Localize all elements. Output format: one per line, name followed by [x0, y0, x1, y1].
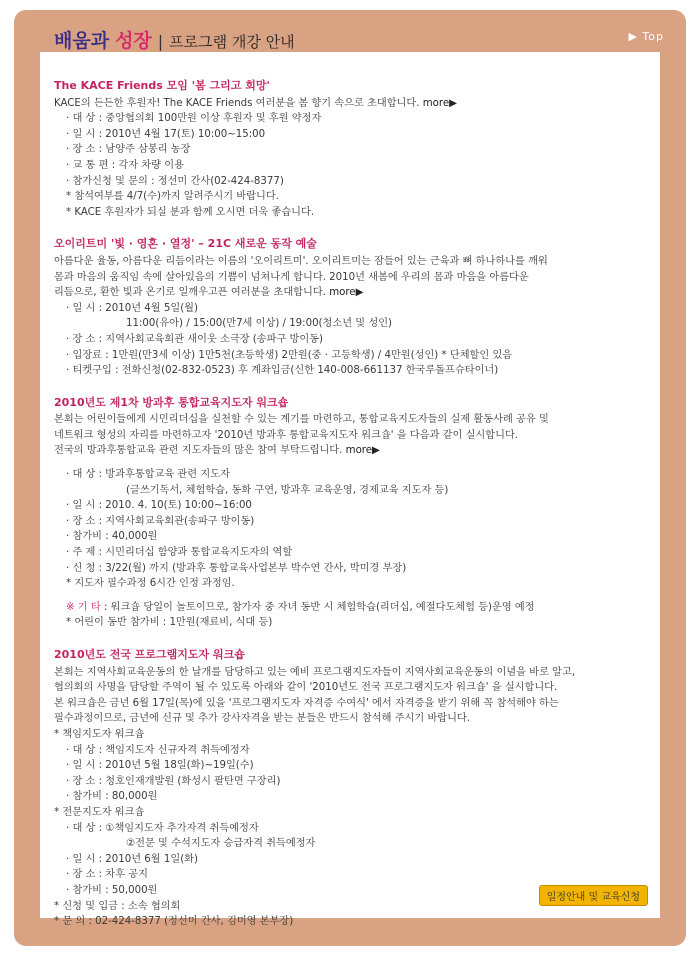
content-panel [40, 52, 660, 928]
section-title: The KACE Friends 모임 '봄 그리고 희망' [54, 79, 270, 92]
workshop-head: * 전문지도자 워크숍 [54, 806, 145, 818]
note-item: * KACE 후원자가 되실 분과 함께 오시면 더욱 좋습니다. [66, 206, 315, 218]
para-line: 아름다운 율동, 아름다운 리듬이라는 이름의 '오이리트미'. 오이리트미는 잠들어 있는 근육과 뼈 하나하나를 깨워 [54, 255, 548, 267]
detail-item: · 대 상 : ①책임지도자 추가자격 취득예정자 [66, 822, 259, 834]
detail-item: · 대 상 : 책임지도자 신규자격 취득예정자 [66, 744, 250, 756]
detail-item: · 입장료 : 1만원(만3세 이상) 1만5천(초등학생) 2만원(중 · 고등학생) / 4만원(성인) * 단체할인 있음 [66, 349, 513, 361]
title-subtitle: 프로그램 개강 안내 [169, 33, 295, 51]
detail-item-cont: (글쓰기독서, 체험학습, 동화 구연, 방과후 교육운영, 경제교육 지도자 등) [126, 484, 449, 496]
etc-text: : 워크숍 당일이 놀토이므로, 참가자 중 자녀 동반 시 체험학습(리더십, 예절다도체험 등)운영 예정 [100, 601, 535, 613]
detail-item: · 장 소 : 차후 공지 [66, 869, 148, 881]
detail-item: · 장 소 : 지역사회교육회관 새이웃 소극장 (송파구 방이동) [66, 333, 324, 345]
detail-item: · 참가비 : 50,000원 [66, 884, 158, 896]
title-accent: 성장 [115, 30, 152, 52]
detail-item: · 대 상 : 방과후통합교육 관련 지도자 [66, 469, 230, 481]
para-line: 본회는 어린이들에게 시민리더십을 실천할 수 있는 계기를 마련하고, 통합교육지도자들의 실제 활동사례 공유 및 [54, 414, 549, 426]
detail-item: · 참가신청 및 문의 : 정선미 간사(02-424-8377) [66, 175, 284, 187]
detail-item: · 일 시 : 2010년 4월 17(토) 10:00~15:00 [66, 128, 266, 140]
workshop-head: * 책임지도자 워크숍 [54, 728, 145, 740]
detail-item: · 일 시 : 2010년 5월 18일(화)~19일(수) [66, 760, 254, 772]
para-line [54, 285, 650, 301]
top-link[interactable]: ▶ Top [628, 30, 664, 43]
note-item: * 참석여부를 4/7(수)까지 알려주시기 바랍니다. [66, 191, 279, 203]
detail-item-cont: 11:00(유아) / 15:00(만7세 이상) / 19:00(청소년 및 성인) [126, 318, 393, 330]
detail-item: · 티켓구입 : 전화신청(02-832-0523) 후 계좌입금(신한 140-008-661137 한국루돌프슈타이너) [66, 365, 499, 377]
section-title: 2010년도 제1차 방과후 통합교육지도자 워크숍 [54, 395, 289, 409]
detail-item: · 장 소 : 청호인재개발원 (화성시 팔탄면 구장리) [66, 775, 281, 787]
para-line [54, 443, 650, 459]
note-item: * 문 의 : 02-424-8377 (정선미 간사, 김미영 본부장) [54, 916, 294, 928]
more-link[interactable]: more▶ [329, 287, 364, 299]
para-line: 협의회의 사명을 담당할 주역이 될 수 있도록 아래와 같이 '2010년도 전국 프로그램지도자 워크숍' 을 실시합니다. [54, 682, 558, 694]
para-text: 전국의 방과후통합교육 관련 지도자들의 많은 참여 부탁드립니다. [54, 445, 343, 457]
more-link[interactable]: more▶ [345, 445, 380, 457]
section-eurythmy [54, 236, 650, 378]
detail-item: · 일 시 : 2010년 4월 5일(월) [66, 302, 198, 314]
note-item: * 지도자 필수과정 6시간 인정 과정임. [66, 578, 235, 590]
detail-item: · 일 시 : 2010. 4. 10(토) 10:00~16:00 [66, 500, 252, 512]
schedule-signup-button[interactable]: 일정안내 및 교육신청 [539, 885, 648, 906]
note-item: * 신청 및 입금 : 소속 협의회 [54, 900, 181, 912]
section-title: 2010년도 전국 프로그램지도자 워크숍 [54, 648, 245, 661]
etc-note [54, 600, 650, 616]
para-line: 필수과정이므로, 금년에 신규 및 추가 강사자격을 받는 분들은 반드시 참석해 주시기 바랍니다. [54, 713, 471, 725]
page-title [54, 26, 295, 53]
more-link[interactable]: more▶ [422, 97, 457, 109]
program-list [54, 78, 650, 946]
detail-item-cont: ②전문 및 수석지도자 승급자격 취득예정자 [126, 838, 316, 850]
detail-item: · 참가비 : 40,000원 [66, 531, 158, 543]
title-main: 배움과 [54, 30, 110, 52]
title-separator: | [157, 32, 164, 51]
para-line: 본 워크숍은 금년 6월 17일(목)에 있을 '프로그램지도자 자격증 수여식' 에서 자격증을 받기 위해 꼭 참석해야 하는 [54, 697, 559, 709]
detail-item: · 주 제 : 시민리더십 함양과 통합교육지도자의 역할 [66, 547, 293, 559]
spacer [54, 592, 650, 600]
etc-label: ※ 기 타 [66, 601, 101, 613]
para-line: 본회는 지역사회교육운동의 한 날개를 담당하고 있는 예비 프로그램지도자들이 지역사회교육운동의 이념을 바로 알고, [54, 666, 576, 678]
section-kace-friends [54, 78, 650, 220]
section-intro [54, 96, 650, 112]
detail-item: · 장 소 : 지역사회교육회관(송파구 방이동) [66, 515, 255, 527]
detail-item: · 장 소 : 남양주 삼봉리 농장 [66, 144, 191, 156]
detail-item: · 신 청 : 3/22(월) 까지 (방과후 통합교육사업본부 박수연 간사, 박미경 부장) [66, 562, 407, 574]
intro-text: KACE의 든든한 후원자! The KACE Friends 여러분을 봄 향기 속으로 초대합니다. [54, 97, 420, 109]
para-text: 리듬으로, 환한 빛과 온기로 일깨우고픈 여러분을 초대합니다. [54, 287, 326, 299]
para-line: 네트워크 형성의 자리를 마련하고자 '2010년 방과후 통합교육지도자 워크숍' 을 다음과 같이 실시합니다. [54, 429, 519, 441]
note-item: * 어린이 동반 참가비 : 1만원(재료비, 식대 등) [66, 617, 273, 629]
section-title: 오이리트미 '빛 · 영혼 · 열정' – 21C 새로운 동작 예술 [54, 237, 317, 251]
detail-item: · 참가비 : 80,000원 [66, 791, 158, 803]
para-line: 몸과 마음의 움직임 속에 살아있음의 기쁨이 넘쳐나게 합니다. 2010년 새봄에 우리의 몸과 마음을 아름다운 [54, 271, 529, 283]
detail-item: · 대 상 : 중앙협의회 100만원 이상 후원자 및 후원 약정자 [66, 113, 322, 125]
detail-item: · 일 시 : 2010년 6월 1일(화) [66, 853, 198, 865]
section-afterschool-workshop [54, 395, 650, 631]
spacer [54, 459, 650, 467]
detail-item: · 교 통 편 : 각자 차량 이용 [66, 159, 184, 171]
